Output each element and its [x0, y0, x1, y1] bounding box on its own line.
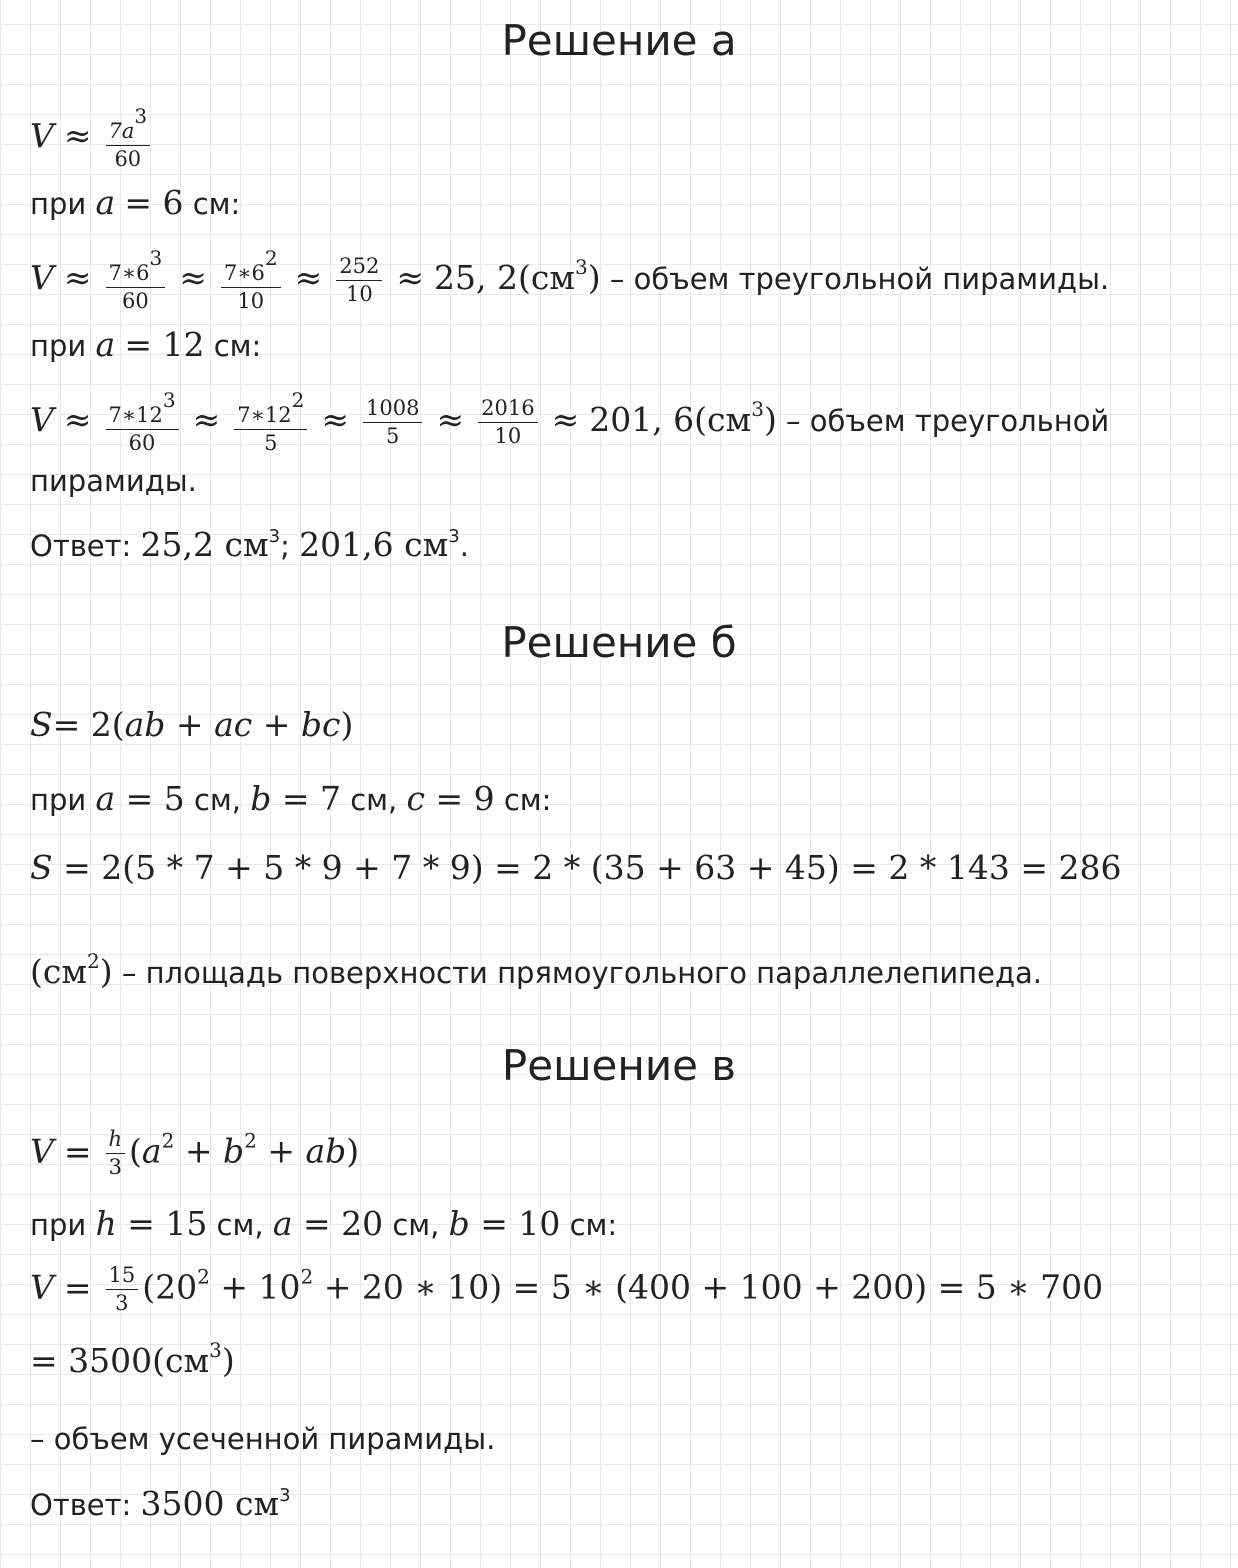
condition-a6: при a = 6 см: [30, 183, 241, 222]
calculation-a6: V ≈ $\frac{7∗6^3}{60}$ ≈ $\frac{7∗6^2}{10}$ ≈ $\frac{252}{10}$ ≈ 25, $2(см^3)$ – объем треугольной пирамиды. [30, 246, 1110, 314]
condition-c: при h = 15 см, a = 20 см, b = 10 см: [30, 1204, 618, 1243]
answer-c: Ответ: 3500 $см^3$ [30, 1484, 291, 1523]
calculation-a12-continuation: пирамиды. [30, 464, 197, 498]
formula-surface-area: S= 2(ab + ac + bc) [30, 705, 354, 744]
section-title-b: Решение б [501, 618, 737, 667]
calculation-c-result: = $3500(см^3)$ [30, 1338, 235, 1380]
formula-frustum-volume: V = $\frac{h}{3}$ $(a^2 + b^2 + ab)$ [30, 1127, 360, 1180]
condition-b: при a = 5 см, b = 7 см, c = 9 см: [30, 779, 552, 818]
calculation-c: V = $\frac{15}{3}$ ($20^2 + 10^2 + 20$ ∗ 10) = 5 ∗ (400 + 100 + 200) = 5 ∗ 700 [30, 1263, 1104, 1316]
formula-volume-pyramid: V ≈ $\frac{7a^3}{60}$ [30, 105, 154, 171]
fraction: $\frac{7a^3}{60}$ [106, 105, 151, 171]
calculation-a12: V ≈ $\frac{7∗12^3}{60}$ ≈ $\frac{7∗12^2}{5}$ ≈ $\frac{1008}{5}$ ≈ $\frac{2016}{10}$ ≈ 201, $6(см^3)$ – объем треугольной [30, 388, 1110, 456]
surface-area-unit: $(см^2)$ – площадь поверхности прямоугольного параллелепипеда. [30, 949, 1043, 991]
section-title-c: Решение в [501, 1041, 737, 1090]
section-title-a: Решение а [501, 16, 737, 65]
calculation-b: S = 2(5 * 7 + 5 * 9 + 7 * 9) = 2 * (35 + 63 + 45) = 2 * 143 = 286 [30, 848, 1122, 887]
answer-a: Ответ: 25,2 $см^3$; 201,6 $см^3$. [30, 525, 469, 564]
condition-a12: при a = 12 см: [30, 325, 262, 364]
frustum-volume-note: – объем усеченной пирамиды. [30, 1422, 496, 1456]
